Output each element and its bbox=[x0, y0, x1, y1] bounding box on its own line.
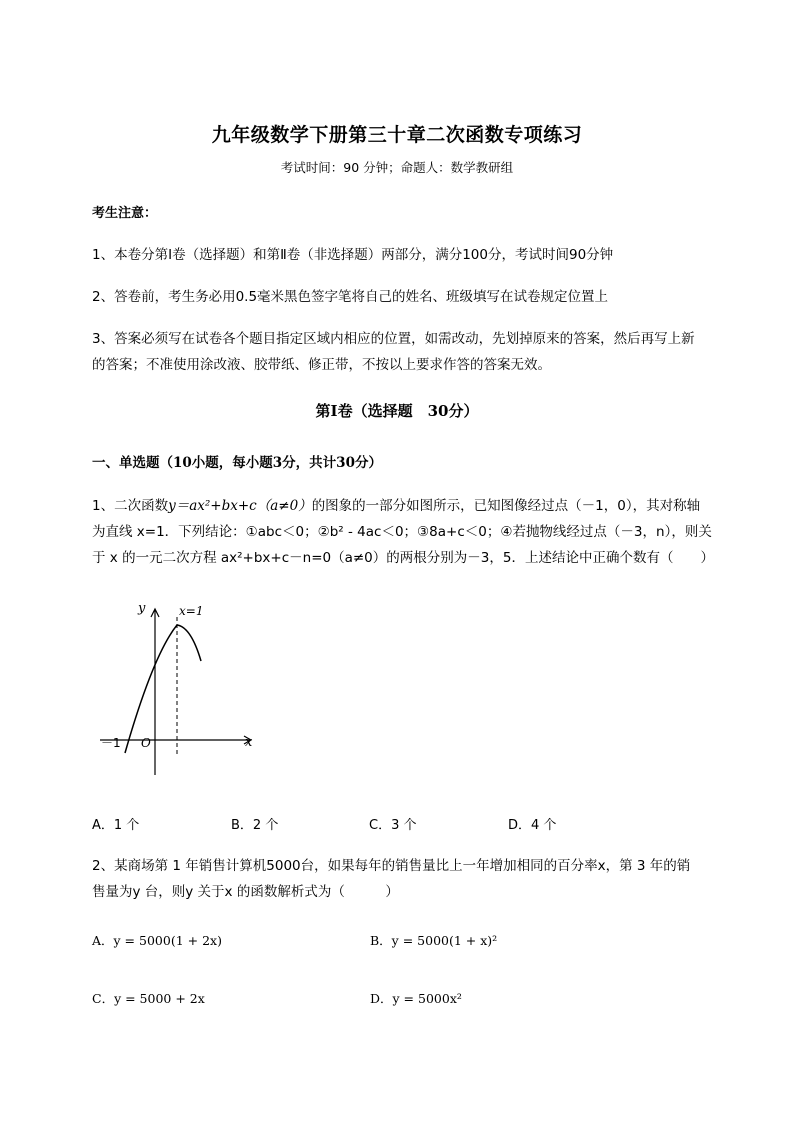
q2-option-d[interactable]: D．y = 5000x² bbox=[370, 991, 462, 1006]
q1-line-1-rest: 的图象的一部分如图所示，已知图像经过点（－1，0），其对称轴 bbox=[311, 498, 701, 514]
x-axis-label: x bbox=[245, 735, 253, 750]
q1-line-3: 于 x 的一元二次方程 ax²+bx+c－n=0（a≠0）的两根分别为－3，5．上述结论中正确个数有（ ） bbox=[92, 550, 714, 566]
q1-option-a[interactable]: A．1 个 bbox=[92, 818, 140, 833]
notice-item-3-cont: 的答案；不准使用涂改液、胶带纸、修正带，不按以上要求作答的答案无效。 bbox=[92, 357, 551, 373]
section-title: 第Ⅰ卷（选择题 30分） bbox=[315, 402, 479, 420]
q1-option-c[interactable]: C．3 个 bbox=[369, 818, 417, 833]
q1-option-d[interactable]: D．4 个 bbox=[508, 818, 557, 833]
paper-title: 九年级数学下册第三十章二次函数专项练习 bbox=[211, 124, 583, 146]
paper-subtitle: 考试时间：90 分钟；命题人：数学教研组 bbox=[280, 160, 514, 175]
origin-label: O bbox=[141, 736, 151, 750]
q2-option-a[interactable]: A．y = 5000(1 + 2x) bbox=[92, 933, 222, 948]
symmetry-line-label: x=1 bbox=[179, 604, 204, 618]
q2-option-c[interactable]: C．y = 5000 + 2x bbox=[92, 991, 205, 1006]
q2-option-b[interactable]: B．y = 5000(1 + x)² bbox=[370, 933, 498, 948]
part-heading: 一、单选题（10小题，每小题3分，共计30分） bbox=[92, 455, 382, 471]
notice-item-1: 1、本卷分第Ⅰ卷（选择题）和第Ⅱ卷（非选择题）两部分，满分100分，考试时间90分钟 bbox=[92, 247, 614, 263]
y-axis-label: y bbox=[138, 601, 146, 616]
neg-one-label: －1 bbox=[101, 736, 121, 750]
q2-line-2: 售量为y 台，则y 关于x 的函数解析式为（ ） bbox=[92, 884, 399, 900]
notice-item-2: 2、答卷前，考生务必用0.5毫米黑色签字笔将自己的姓名、班级填写在试卷规定位置上 bbox=[92, 289, 609, 305]
notice-item-3: 3、答案必须写在试卷各个题目指定区域内相应的位置，如需改动，先划掉原来的答案，然后再写上新 bbox=[92, 331, 695, 347]
q1-option-b[interactable]: B．2 个 bbox=[231, 818, 279, 833]
q1-parabola-graph bbox=[95, 595, 265, 785]
parabola-curve bbox=[125, 625, 201, 753]
q1-prefix: 1、二次函数 bbox=[92, 498, 169, 514]
q1-line-2: 为直线 x=1．下列结论：①abc＜0；②b² - 4ac＜0；③8a+c＜0；④若抛物线经过点（－3，n），则关 bbox=[92, 524, 712, 540]
q2-line-1: 2、某商场第 1 年销售计算机5000台，如果每年的销售量比上一年增加相同的百分率x，第 3 年的销 bbox=[92, 858, 691, 874]
q1-equation: y＝ax²+bx+c（a≠0） bbox=[168, 498, 312, 514]
q1-line-1 bbox=[92, 494, 700, 514]
notice-heading: 考生注意： bbox=[92, 206, 158, 221]
